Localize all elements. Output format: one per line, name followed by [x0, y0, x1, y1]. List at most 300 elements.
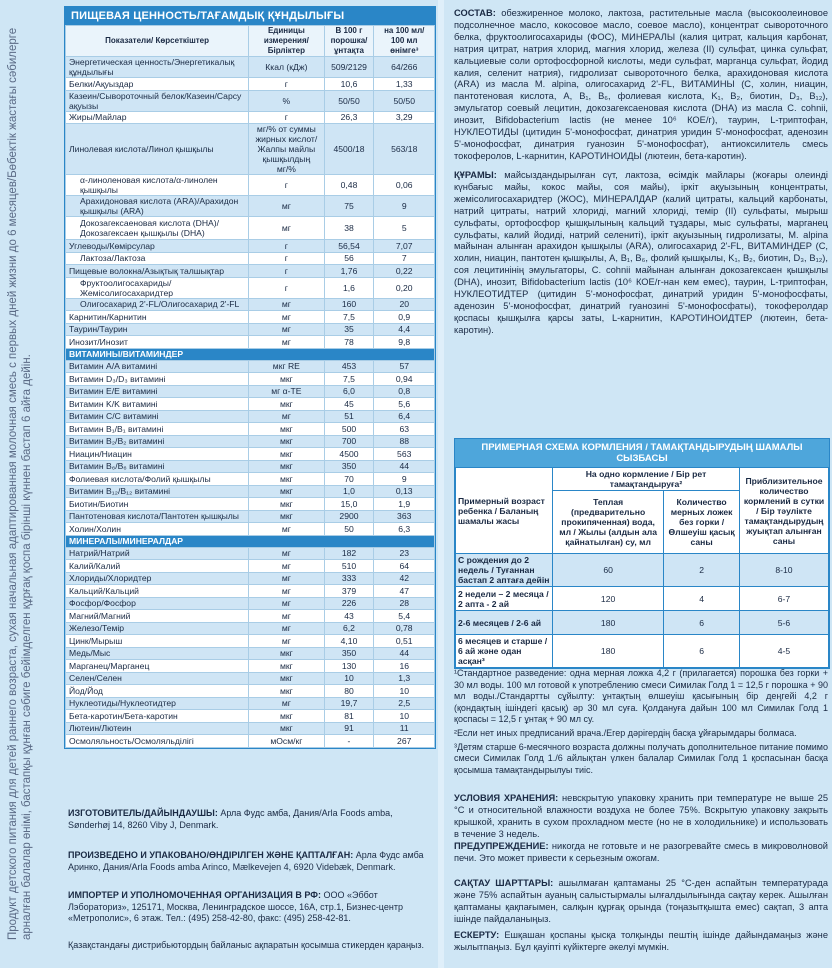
value-per-100ml: 0,94 — [374, 373, 435, 386]
nutrient-name: Натрий/Натрий — [66, 547, 249, 560]
nutrient-name: Лактоза/Лактоза — [66, 252, 249, 265]
value-per-100g: 379 — [324, 585, 374, 598]
nutrition-row — [66, 485, 435, 498]
feeding-row — [456, 587, 829, 611]
nutrient-unit: мг/% от суммы жирных кислот/Жалпы майлы қышқылдың мг/% — [249, 124, 324, 175]
nutrient-unit: мг — [249, 196, 324, 217]
value-per-100g: 7,5 — [324, 373, 374, 386]
nutrition-row — [66, 410, 435, 423]
feeding-one-header: На одно кормление / Бір рет тамақтандыруға² — [553, 468, 740, 491]
nutrient-unit: Ккал (кДж) — [249, 57, 324, 78]
value-per-100g: 160 — [324, 298, 374, 311]
nutrition-row — [66, 385, 435, 398]
nutrient-name: Инозит/Инозит — [66, 336, 249, 349]
nutrient-name: Казеин/Сывороточный белок/Казеин/Сарсу ақуызы — [66, 90, 249, 111]
feeding-row — [456, 611, 829, 635]
nutrient-name: α-линоленовая кислота/α-линолен қышқылы — [66, 175, 249, 196]
value-per-100g: 50 — [324, 523, 374, 536]
nutrient-name: Фруктоолигосахариды/Жемісолигосахаридтер — [66, 277, 249, 298]
value-per-100g: 6,0 — [324, 385, 374, 398]
feeding-per-day: 5-6 — [740, 611, 829, 635]
nutrient-unit: мкг — [249, 435, 324, 448]
nutrient-unit: мкг — [249, 685, 324, 698]
value-per-100ml: 1,33 — [374, 78, 435, 91]
feeding-spoons: 6 — [664, 611, 740, 635]
value-per-100ml: 57 — [374, 360, 435, 373]
nutrient-name: Лютеин/Лютеин — [66, 722, 249, 735]
section-title: МИНЕРАЛЫ/МИНЕРАЛДАР — [66, 535, 435, 547]
value-per-100g: 1,76 — [324, 265, 374, 278]
col-100ml-header: на 100 мл/ 100 мл өнімге³ — [374, 26, 435, 57]
nutrient-name: Витамин E/E витамині — [66, 385, 249, 398]
composition-ru — [454, 8, 828, 163]
value-per-100ml: 64/266 — [374, 57, 435, 78]
nutrition-row — [66, 722, 435, 735]
value-per-100ml: 28 — [374, 597, 435, 610]
note-1: ¹Стандартное разведение: одна мерная ложка 4,2 г (прилагается) порошка без горки + 30 мл воды. 100 мл готовой к употреблению смеси Симилак Голд 1 = 12,5 г порошка + 90 мл воды./Стандартты сұйылту: ұнтақтың өлшеуіш қасығының бір деңгейі 4,2 г (қондақтың ішіндегі қасық) әр 30 мл суға. Қолдануға дайын 100 мл Симилак Голд 1 қоспасы = 12,5 г ұнтақ + 90 мл су. — [454, 668, 828, 725]
nutrition-row — [66, 252, 435, 265]
nutrition-row — [66, 90, 435, 111]
nutrient-unit: мг — [249, 622, 324, 635]
value-per-100g: 15,0 — [324, 498, 374, 511]
value-per-100ml: 23 — [374, 547, 435, 560]
feeding-table — [455, 467, 829, 668]
warning-kz-text: Ешқашан қоспаны қысқа толқынды пештің ішінде дайындамаңыз және жылытпаңыз. Бұл қауіпті күйіктерге әкелуі мүмкін. — [454, 930, 828, 952]
nutrition-table-panel — [64, 6, 436, 749]
nutrition-row — [66, 660, 435, 673]
nutrition-row — [66, 217, 435, 240]
value-per-100g: 75 — [324, 196, 374, 217]
nutrient-unit: мкг — [249, 710, 324, 723]
nutrition-row — [66, 57, 435, 78]
value-per-100g: 510 — [324, 560, 374, 573]
value-per-100ml: 0,51 — [374, 635, 435, 648]
nutrient-unit: г — [249, 111, 324, 124]
nutrient-name: Витамин B₁₂/B₁₂ витамині — [66, 485, 249, 498]
nutrient-name: Углеводы/Көмірсулар — [66, 240, 249, 253]
nutrient-unit: мг — [249, 336, 324, 349]
value-per-100g: 4500 — [324, 448, 374, 461]
nutrition-row — [66, 196, 435, 217]
nutrient-name: Витамин B₂/B₂ витамині — [66, 435, 249, 448]
nutrition-row — [66, 311, 435, 324]
nutrition-row — [66, 360, 435, 373]
nutrition-row — [66, 547, 435, 560]
value-per-100g: 19,7 — [324, 697, 374, 710]
value-per-100g: 226 — [324, 597, 374, 610]
nutrient-name: Витамин C/C витамині — [66, 410, 249, 423]
importer-label: ИМПОРТЕР И УПОЛНОМОЧЕННАЯ ОРГАНИЗАЦИЯ В РФ: — [68, 890, 321, 900]
value-per-100ml: 363 — [374, 510, 435, 523]
value-per-100ml: 44 — [374, 647, 435, 660]
value-per-100ml: 0,9 — [374, 311, 435, 324]
feeding-row — [456, 635, 829, 668]
value-per-100g: 6,2 — [324, 622, 374, 635]
feeding-spoons: 6 — [664, 635, 740, 668]
importer-block — [68, 890, 430, 925]
nutrient-unit: г — [249, 252, 324, 265]
nutrient-name: Бета-каротин/Бета-каротин — [66, 710, 249, 723]
feeding-per-day: 8-10 — [740, 554, 829, 587]
value-per-100ml: 0,20 — [374, 277, 435, 298]
feeding-spoons: 2 — [664, 554, 740, 587]
nutrition-row — [66, 448, 435, 461]
nutrient-name: Линолевая кислота/Линол қышқылы — [66, 124, 249, 175]
value-per-100ml: 9,8 — [374, 336, 435, 349]
feeding-day-header: Приблизительное количество кормлений в сутки / Бір тәулікте тамақтандырудың жуықтап алынған саны — [740, 468, 829, 554]
nutrition-row — [66, 473, 435, 486]
value-per-100ml: 63 — [374, 423, 435, 436]
value-per-100ml: 10 — [374, 710, 435, 723]
value-per-100g: 1,0 — [324, 485, 374, 498]
value-per-100ml: 7 — [374, 252, 435, 265]
right-column — [448, 0, 832, 968]
nutrient-unit: мкг — [249, 647, 324, 660]
nutrient-name: Олигосахарид 2'-FL/Олигосахарид 2'-FL — [66, 298, 249, 311]
value-per-100ml: 16 — [374, 660, 435, 673]
col-unit-header: Единицы измерения/ Бірліктер — [249, 26, 324, 57]
nutrient-unit: мкг — [249, 722, 324, 735]
value-per-100g: 10 — [324, 672, 374, 685]
nutrient-name: Витамин D₃/D₃ витамині — [66, 373, 249, 386]
nutrient-unit: мкг — [249, 660, 324, 673]
value-per-100g: 51 — [324, 410, 374, 423]
nutrition-table — [65, 25, 435, 748]
value-per-100ml: 9 — [374, 196, 435, 217]
nutrition-row — [66, 111, 435, 124]
value-per-100g: 2900 — [324, 510, 374, 523]
section-title: ВИТАМИНЫ/ВИТАМИНДЕР — [66, 348, 435, 360]
value-per-100ml: 6,4 — [374, 410, 435, 423]
nutrition-row — [66, 510, 435, 523]
value-per-100g: 70 — [324, 473, 374, 486]
nutrient-name: Фолиевая кислота/Фолий қышқылы — [66, 473, 249, 486]
feeding-spoons-header: Количество мерных ложек без горки / Өлшеуіш қасық саны — [664, 491, 740, 554]
nutrient-unit: мг — [249, 572, 324, 585]
value-per-100ml: 6,3 — [374, 523, 435, 536]
nutrient-name: Марганец/Марганец — [66, 660, 249, 673]
nutrition-row — [66, 175, 435, 196]
value-per-100ml: 0,78 — [374, 622, 435, 635]
warning-kz-label: ЕСКЕРТУ: — [454, 930, 500, 940]
nutrient-name: Нуклеотиды/Нуклеотидтер — [66, 697, 249, 710]
nutrient-name: Таурин/Таурин — [66, 323, 249, 336]
nutrition-row — [66, 523, 435, 536]
nutrient-name: Фосфор/Фосфор — [66, 597, 249, 610]
warning-ru — [454, 841, 828, 865]
nutrition-row — [66, 240, 435, 253]
nutrition-row — [66, 323, 435, 336]
nutrient-unit: мкг — [249, 423, 324, 436]
storage-kz — [454, 878, 828, 926]
nutrient-name: Йод/Йод — [66, 685, 249, 698]
value-per-100ml: 0,22 — [374, 265, 435, 278]
notes-block — [454, 668, 828, 776]
value-per-100g: 10,6 — [324, 78, 374, 91]
feeding-age: С рождения до 2 недель / Туғаннан бастап 2 аптаға дейін — [456, 554, 553, 587]
composition-ru-text: обезжиренное молоко, лактоза, растительные масла (высокоолеиновое подсолнечное масло, кокосовое масло, соевое масло), концентрат сывороточного белка, фруктоолигосахариды (ФОС), МИНЕРАЛЫ (калия цитрат, кальция карбонат, натрия цитрат, натрия хлорид, магния хлорид, железа (II) сульфат, цинка сульфат, кальциевые соли ортофосфорной кислоты, меди сульфат, марганца сульфат, йодид калия, селенит натрия), гидролизат сывороточного белка, арахидоновая кислота (ARA) из масла M. alpina, олигосахарид 2'-FL, ВИТАМИНЫ (С, холин, ниацин, пантотеновая кислота, A, B₁, B₆, фолиевая кислота, K₁, B₂, биотин, D₃, B₁₂), эмульгатор соевый лецитин, докозагексаеновая кислота (DHA) из масла C. cohnii, инозит, Bifidobacterium lactis (не менее 10⁶ КОЕ/г), таурин, L-триптофан, НУКЛЕОТИДЫ (цитидин 5'-монофосфат, динатрия уридин 5'-монофосфат, аденозин 5'-монофосфат, динатрия гуанозин 5'-монофосфат), антиоксилитель смесь токоферолов, L-карнитин, КАРОТИНОИДЫ (лютеин, бета-каротин). — [454, 8, 828, 161]
value-per-100ml: 44 — [374, 460, 435, 473]
nutrient-unit: г — [249, 240, 324, 253]
value-per-100ml: 47 — [374, 585, 435, 598]
value-per-100g: 4,10 — [324, 635, 374, 648]
value-per-100ml: 64 — [374, 560, 435, 573]
nutrient-name: Хлориды/Хлоридтер — [66, 572, 249, 585]
nutrient-name: Калий/Калий — [66, 560, 249, 573]
storage-ru — [454, 793, 828, 841]
value-per-100g: 50/50 — [324, 90, 374, 111]
nutrition-row — [66, 610, 435, 623]
value-per-100g: 333 — [324, 572, 374, 585]
nutrient-name: Арахидоновая кислота (ARA)/Арахидон қышқылы (ARA) — [66, 196, 249, 217]
nutrition-row — [66, 460, 435, 473]
nutrient-name: Биотин/Биотин — [66, 498, 249, 511]
value-per-100ml: 0,13 — [374, 485, 435, 498]
nutrient-name: Карнитин/Карнитин — [66, 311, 249, 324]
value-per-100ml: 0,8 — [374, 385, 435, 398]
nutrient-unit: мкг — [249, 448, 324, 461]
value-per-100g: 453 — [324, 360, 374, 373]
value-per-100ml: 5,6 — [374, 398, 435, 411]
side-text-line-2: арналған балалар өнімі, бастапқы құнған сәбиге бейімделген құрғақ қоспа бірінші күннен бастап 6 айға дейін. — [21, 354, 33, 940]
side-vertical-text — [0, 0, 66, 968]
side-text-line-1: Продукт детского питания для детей раннего возраста, сухая начальная адаптированная молочная смесь с первых дней жизни до 6 месяцев/Бөбектік жастағы сәбилерге — [7, 27, 19, 940]
value-per-100g: 350 — [324, 647, 374, 660]
composition-kz — [454, 170, 828, 337]
value-per-100g: 4500/18 — [324, 124, 374, 175]
value-per-100ml: 88 — [374, 435, 435, 448]
storage-kz-label: САҚТАУ ШАРТТАРЫ: — [454, 878, 554, 888]
value-per-100g: 0,48 — [324, 175, 374, 196]
nutrient-unit: мкг — [249, 460, 324, 473]
nutrient-unit: мкг — [249, 672, 324, 685]
feeding-age-header: Примерный возраст ребенка / Баланың шамалы жасы — [456, 468, 553, 554]
nutrient-unit: мг — [249, 697, 324, 710]
nutrition-row — [66, 78, 435, 91]
composition-kz-label: ҚҰРАМЫ: — [454, 170, 497, 180]
col-100g-header: В 100 г порошка/ ұнтақта — [324, 26, 374, 57]
value-per-100g: 509/2129 — [324, 57, 374, 78]
value-per-100ml: 7,07 — [374, 240, 435, 253]
nutrient-name: Энергетическая ценность/Энергетикалық құндылығы — [66, 57, 249, 78]
storage-ru-text: невскрытую упаковку хранить при температуре не выше 25 °С и относительной влажности воздуха не более 75%. Вскрытую упаковку закрыть крышкой, хранить в сухом прохладном месте (но не в холодильнике) и использовать в течение 3 недель. — [454, 793, 828, 839]
value-per-100g: - — [324, 735, 374, 748]
manufacturer-block — [68, 808, 430, 831]
value-per-100g: 43 — [324, 610, 374, 623]
nutrient-name: Витамин B₆/B₆ витамині — [66, 460, 249, 473]
nutrition-row — [66, 277, 435, 298]
nutrition-row — [66, 572, 435, 585]
feeding-water: 180 — [553, 635, 664, 668]
value-per-100g: 130 — [324, 660, 374, 673]
nutrient-unit: мг — [249, 410, 324, 423]
nutrient-unit: мкг — [249, 485, 324, 498]
feeding-water: 60 — [553, 554, 664, 587]
value-per-100ml: 0,06 — [374, 175, 435, 196]
nutrient-name: Цинк/Мырыш — [66, 635, 249, 648]
value-per-100g: 700 — [324, 435, 374, 448]
value-per-100ml: 5,4 — [374, 610, 435, 623]
nutrient-unit: мкг RE — [249, 360, 324, 373]
value-per-100ml: 267 — [374, 735, 435, 748]
nutrient-name: Магний/Магний — [66, 610, 249, 623]
nutrient-unit: мг — [249, 523, 324, 536]
nutrient-unit: мг — [249, 323, 324, 336]
nutrition-row — [66, 398, 435, 411]
nutrient-name: Железо/Темір — [66, 622, 249, 635]
column-divider — [438, 0, 444, 968]
feeding-water-header: Теплая (предварительно прокипяченная) вода, мл / Жылы (алдын ала қайнатылған) су, мл — [553, 491, 664, 554]
nutrient-unit: мг — [249, 610, 324, 623]
nutrition-row — [66, 697, 435, 710]
nutrition-row — [66, 298, 435, 311]
value-per-100g: 38 — [324, 217, 374, 240]
manufacturer-label: ИЗГОТОВИТЕЛЬ/ДАЙЫНДАУШЫ: — [68, 808, 218, 818]
nutrition-row — [66, 498, 435, 511]
nutrient-unit: мг — [249, 298, 324, 311]
value-per-100ml: 5 — [374, 217, 435, 240]
value-per-100ml: 10 — [374, 685, 435, 698]
nutrient-name: Пищевые волокна/Азықтық талшықтар — [66, 265, 249, 278]
feeding-table-panel — [454, 438, 830, 669]
value-per-100g: 56 — [324, 252, 374, 265]
nutrition-row — [66, 685, 435, 698]
nutrient-unit: мг — [249, 635, 324, 648]
warning-ru-label: ПРЕДУПРЕЖДЕНИЕ: — [454, 841, 549, 851]
feeding-per-day: 4-5 — [740, 635, 829, 668]
nutrient-name: Витамин K/K витамині — [66, 398, 249, 411]
value-per-100ml: 1,9 — [374, 498, 435, 511]
value-per-100ml: 563/18 — [374, 124, 435, 175]
nutrition-row — [66, 735, 435, 748]
nutrition-row — [66, 672, 435, 685]
composition-ru-label: СОСТАВ: — [454, 8, 496, 18]
packer-text: Арла Фудс амба Аринко, Дания/Arla Foods amba Arinco, Mælkevejen 4, 6920 Videbæk, Denmark. — [68, 850, 424, 872]
nutrient-name: Докозагексаеновая кислота (DHA)/Докозагексаен қышқылы (DHA) — [66, 217, 249, 240]
nutrition-title: ПИЩЕВАЯ ЦЕННОСТЬ/ТАҒАМДЫҚ ҚҰНДЫЛЫҒЫ — [65, 7, 435, 25]
value-per-100g: 91 — [324, 722, 374, 735]
manufacturer-text: Арла Фудс амба, Дания/Arla Foods amba, Sønderhøj 14, 8260 Viby J, Denmark. — [68, 808, 393, 830]
value-per-100ml: 563 — [374, 448, 435, 461]
nutrient-unit: г — [249, 277, 324, 298]
feeding-spoons: 4 — [664, 587, 740, 611]
value-per-100g: 35 — [324, 323, 374, 336]
value-per-100ml: 4,4 — [374, 323, 435, 336]
value-per-100g: 81 — [324, 710, 374, 723]
nutrition-row — [66, 597, 435, 610]
nutrient-unit: мкг — [249, 473, 324, 486]
nutrient-name: Пантотеновая кислота/Пантотен қышқылы — [66, 510, 249, 523]
value-per-100ml: 20 — [374, 298, 435, 311]
note-2: ²Если нет иных предписаний врача./Егер дәрігердің басқа ұйғарымдары болмаса. — [454, 727, 797, 738]
feeding-title: ПРИМЕРНАЯ СХЕМА КОРМЛЕНИЯ / ТАМАҚТАНДЫРУДЫҢ ШАМАЛЫ СЫЗБАСЫ — [455, 439, 829, 467]
value-per-100ml: 3,29 — [374, 111, 435, 124]
nutrient-unit: мкг — [249, 498, 324, 511]
value-per-100g: 350 — [324, 460, 374, 473]
nutrient-unit: мг — [249, 585, 324, 598]
nutrition-row — [66, 435, 435, 448]
nutrition-section-row — [66, 535, 435, 547]
nutrient-unit: мг — [249, 217, 324, 240]
nutrient-unit: г — [249, 175, 324, 196]
nutrition-row — [66, 423, 435, 436]
nutrient-unit: мкг — [249, 373, 324, 386]
feeding-water: 180 — [553, 611, 664, 635]
nutrition-row — [66, 635, 435, 648]
nutrient-unit: г — [249, 78, 324, 91]
value-per-100g: 26,3 — [324, 111, 374, 124]
importer-text: ООО «Эббот Лэбораториз», 125171, Москва, Ленинградское шоссе, 16А, стр.1, Бизнес-центр «Метрополис», 6 этаж. Тел.: (495) 258-42-80, факс: (495) 258-42-81. — [68, 890, 403, 923]
value-per-100ml: 50/50 — [374, 90, 435, 111]
nutrient-unit: % — [249, 90, 324, 111]
nutrient-name: Холин/Холин — [66, 523, 249, 536]
nutrition-row — [66, 124, 435, 175]
nutrition-row — [66, 710, 435, 723]
nutrient-name: Осмоляльность/Осмоляльділігі — [66, 735, 249, 748]
value-per-100ml: 9 — [374, 473, 435, 486]
nutrient-unit: мг — [249, 547, 324, 560]
nutrient-name: Витамин B₁/B₁ витамині — [66, 423, 249, 436]
nutrient-unit: мкг — [249, 510, 324, 523]
nutrition-row — [66, 585, 435, 598]
storage-ru-label: УСЛОВИЯ ХРАНЕНИЯ: — [454, 793, 559, 803]
nutrient-unit: г — [249, 265, 324, 278]
value-per-100g: 56,54 — [324, 240, 374, 253]
nutrient-name: Кальций/Кальций — [66, 585, 249, 598]
value-per-100g: 182 — [324, 547, 374, 560]
note-3: ³Детям старше 6-месячного возраста должны получать дополнительное питание помимо смеси Симилак Голд 1./6 айлықтан үлкен балалар Симилак Голд 1 қоспасынан басқа қосымша тамақтандырылуы тиіс. — [454, 741, 828, 775]
nutrient-name: Медь/Мыс — [66, 647, 249, 660]
nutrient-name: Ниацин/Ниацин — [66, 448, 249, 461]
nutrition-row — [66, 336, 435, 349]
nutrient-unit: мОсм/кг — [249, 735, 324, 748]
nutrition-row — [66, 622, 435, 635]
nutrient-unit: мг — [249, 311, 324, 324]
value-per-100g: 500 — [324, 423, 374, 436]
value-per-100g: 80 — [324, 685, 374, 698]
nutrition-row — [66, 265, 435, 278]
left-column — [64, 0, 434, 968]
nutrient-unit: мкг — [249, 398, 324, 411]
nutrient-name: Витамин A/A витамині — [66, 360, 249, 373]
value-per-100ml: 42 — [374, 572, 435, 585]
feeding-age: 2-6 месяцев / 2-6 ай — [456, 611, 553, 635]
feeding-row — [456, 554, 829, 587]
nutrient-unit: мг — [249, 597, 324, 610]
feeding-age: 2 недели – 2 месяца / 2 апта - 2 ай — [456, 587, 553, 611]
composition-kz-text: майсыздандырылған сүт, лактоза, өсімдік майлары (жоғары олеинді күнбағыс майы, кокос майы, соя майы), іркіт ақуызының концентраты, жемісолигосахаридтер (ЖОС), МИНЕРАЛДАР (калий цитраты, кальций карбонаты, натрий цитраты, натрий хлориді, магний хлориді, темір (II) сульфаты, мырыш сульфаты, ортофосфор қышқылының кальций тұздары, мыс сульфаты, марганец сульфаты, калий йодиді, натрий селениті), іркіт ақуызының гидролизаты, M. alpina майынан алынған арахидон қышқылы (ARA), олигосахарид 2'-FL, ВИТАМИНДЕР (С, холин, ниацин, пантотен қышқылы, A, B₁, B₆, фолий қышқылы, K₁, B₂, биотин, D₃, B₁₂), соя лецитинінің эмульгаторы, C. cohnii майынан алынған докозагексаен қышқылы (DHA), инозит, Bifidobacterium lactis (10⁶ КОЕ/г-нан кем емес), таурин, L-триптофан, НУКЛЕОТИДТЕР (цитидин 5'-монофосфат, динатрий уридин 5'-монофосфаты, аденозин 5'-монофосфат, динатрий гуанозині 5'-монофосфаты), токоферолдар қоспасы қышқылға қарсы заты, L-карнитин, КАРОТИНОИДТЕР (лютеин, бета-каротин). — [454, 170, 828, 335]
value-per-100g: 45 — [324, 398, 374, 411]
value-per-100ml: 2,5 — [374, 697, 435, 710]
nutrition-row — [66, 373, 435, 386]
value-per-100g: 78 — [324, 336, 374, 349]
col-name-header: Показатели/ Көрсеткіштер — [66, 26, 249, 57]
warning-kz — [454, 930, 828, 954]
nutrition-row — [66, 560, 435, 573]
value-per-100ml: 11 — [374, 722, 435, 735]
nutrient-name: Белки/Ақуыздар — [66, 78, 249, 91]
nutrient-unit: мг α-TE — [249, 385, 324, 398]
feeding-age: 6 месяцев и старше / 6 ай және одан асқан³ — [456, 635, 553, 668]
value-per-100g: 1,6 — [324, 277, 374, 298]
packer-label: ПРОИЗВЕДЕНО И УПАКОВАНО/ӨНДІРІЛГЕН ЖӘНЕ ҚАПТАЛҒАН: — [68, 850, 354, 860]
nutrient-name: Селен/Селен — [66, 672, 249, 685]
nutrition-section-row — [66, 348, 435, 360]
value-per-100g: 7,5 — [324, 311, 374, 324]
feeding-water: 120 — [553, 587, 664, 611]
nutrition-row — [66, 647, 435, 660]
nutrient-unit: мг — [249, 560, 324, 573]
